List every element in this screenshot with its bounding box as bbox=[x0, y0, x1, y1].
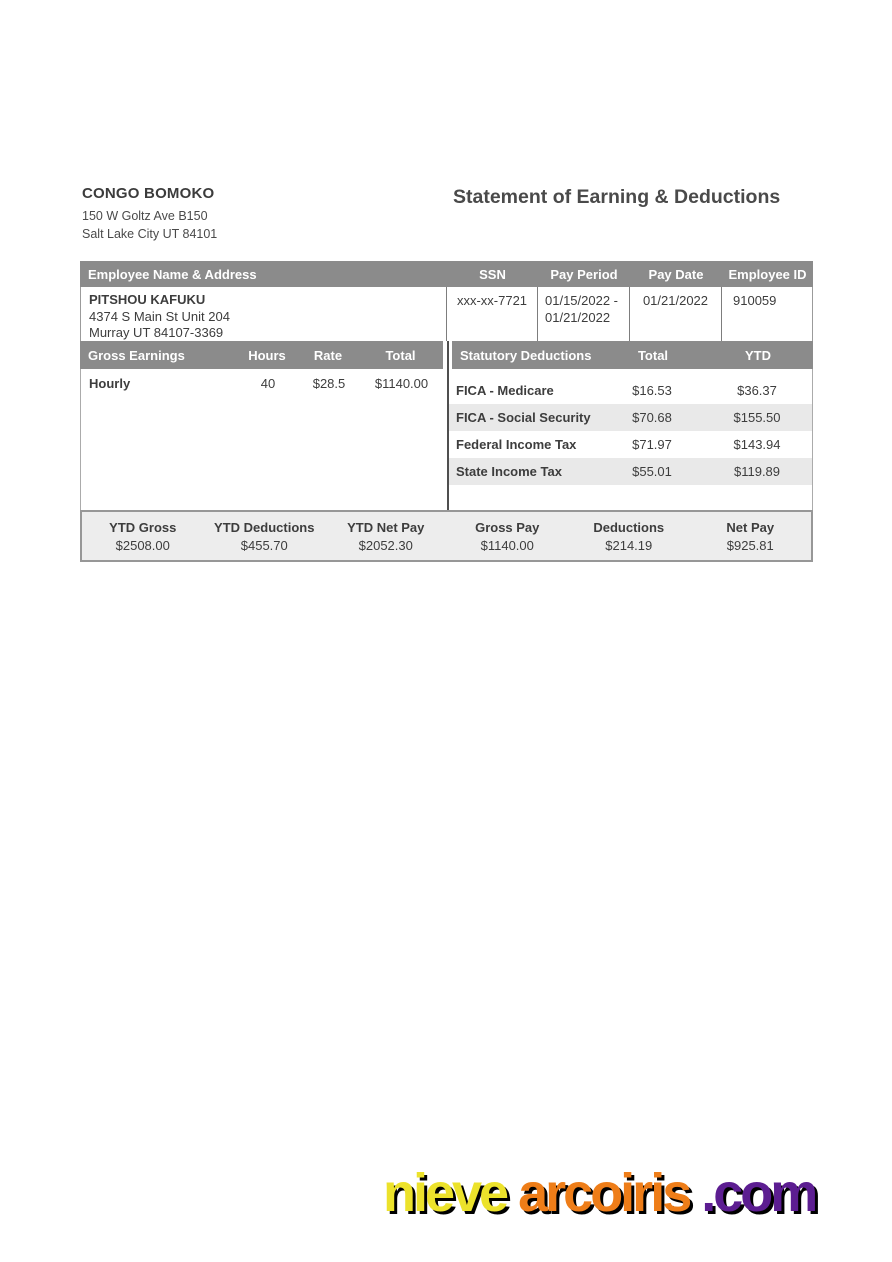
header-gross-earnings: Gross Earnings bbox=[88, 347, 185, 363]
employee-id-value: 910059 bbox=[721, 287, 812, 341]
pay-period-line1: 01/15/2022 - bbox=[545, 293, 619, 308]
employee-name-address-cell bbox=[81, 287, 446, 341]
summary-label: YTD Deductions bbox=[214, 520, 315, 535]
earnings-panel bbox=[81, 369, 448, 510]
earning-row bbox=[81, 376, 444, 391]
summary-item bbox=[204, 520, 326, 560]
summary-item bbox=[690, 520, 812, 560]
paystub-table bbox=[80, 261, 813, 562]
summary-item bbox=[568, 520, 690, 560]
company-name: CONGO BOMOKO bbox=[82, 185, 215, 202]
pay-summary-row bbox=[80, 510, 813, 562]
company-address-line2: Salt Lake City UT 84101 bbox=[82, 226, 218, 241]
watermark-segment: .com bbox=[701, 1163, 816, 1223]
header-employee-name-address: Employee Name & Address bbox=[88, 266, 257, 282]
summary-value: $214.19 bbox=[605, 538, 653, 553]
deduction-label: State Income Tax bbox=[456, 464, 562, 479]
summary-label: YTD Net Pay bbox=[347, 520, 425, 535]
employee-info-row bbox=[80, 287, 813, 341]
earning-total: $1140.00 bbox=[374, 376, 429, 391]
deduction-row bbox=[448, 404, 812, 431]
pay-date-value: 01/21/2022 bbox=[629, 287, 721, 341]
employee-address-line2: Murray UT 84107-3369 bbox=[89, 325, 224, 340]
header-rate: Rate bbox=[313, 347, 343, 363]
deduction-label: FICA - Social Security bbox=[456, 410, 591, 425]
company-block bbox=[82, 185, 217, 243]
deduction-ytd: $119.89 bbox=[733, 464, 781, 479]
deduction-label: FICA - Medicare bbox=[456, 383, 554, 398]
deductions-panel bbox=[448, 369, 812, 510]
pay-period-value bbox=[537, 287, 629, 341]
pay-period-line2: 01/21/2022 bbox=[545, 309, 611, 325]
deduction-row bbox=[448, 377, 812, 404]
summary-value: $2052.30 bbox=[358, 538, 413, 553]
page-title: Statement of Earning & Deductions bbox=[453, 186, 781, 208]
deduction-row bbox=[448, 431, 812, 458]
deduction-total: $70.68 bbox=[632, 410, 672, 425]
company-address-line1: 150 W Goltz Ave B150 bbox=[82, 209, 208, 223]
deduction-ytd: $155.50 bbox=[733, 410, 781, 425]
summary-label: Gross Pay bbox=[475, 520, 540, 535]
summary-value: $925.81 bbox=[726, 538, 774, 553]
earning-hours: 40 bbox=[260, 376, 276, 391]
statutory-deductions-header bbox=[452, 341, 813, 369]
summary-value: $1140.00 bbox=[480, 538, 534, 553]
employee-name: PITSHOU KAFUKU bbox=[89, 292, 206, 307]
summary-value: $455.70 bbox=[240, 538, 288, 553]
gross-earnings-header bbox=[80, 341, 443, 369]
deduction-ytd: $36.37 bbox=[737, 383, 777, 398]
summary-item bbox=[325, 520, 447, 560]
deduction-total: $71.97 bbox=[632, 437, 672, 452]
summary-label: Net Pay bbox=[726, 520, 775, 535]
summary-value: $2508.00 bbox=[115, 538, 170, 553]
deduction-total: $16.53 bbox=[632, 383, 672, 398]
summary-item bbox=[82, 520, 204, 560]
header-employee-id: Employee ID bbox=[728, 266, 807, 282]
header-earnings-total: Total bbox=[385, 347, 416, 363]
header-deductions-ytd: YTD bbox=[745, 347, 771, 363]
header-pay-date: Pay Date bbox=[648, 266, 704, 282]
deduction-ytd: $143.94 bbox=[733, 437, 781, 452]
watermark-segment: nieve bbox=[383, 1163, 507, 1223]
summary-label: YTD Gross bbox=[109, 520, 177, 535]
header-pay-period: Pay Period bbox=[550, 266, 618, 282]
employee-address-line1: 4374 S Main St Unit 204 bbox=[89, 308, 230, 324]
earnings-deductions-body bbox=[80, 369, 813, 510]
header-hours: Hours bbox=[248, 347, 286, 363]
employee-header-row bbox=[80, 261, 813, 287]
earning-description: Hourly bbox=[89, 376, 131, 391]
watermark-logo bbox=[383, 1162, 815, 1224]
deduction-label: Federal Income Tax bbox=[456, 437, 577, 452]
header-deductions-total: Total bbox=[637, 347, 669, 363]
panel-divider bbox=[447, 341, 449, 510]
header-statutory-deductions: Statutory Deductions bbox=[460, 347, 592, 363]
earning-rate: $28.5 bbox=[312, 376, 346, 391]
employee-ssn-value: xxx-xx-7721 bbox=[446, 287, 537, 341]
deduction-total: $55.01 bbox=[632, 464, 672, 479]
deduction-row bbox=[448, 458, 812, 485]
watermark-segment: arcoiris bbox=[518, 1163, 690, 1223]
summary-label: Deductions bbox=[593, 520, 665, 535]
header-ssn: SSN bbox=[479, 266, 506, 282]
summary-item bbox=[447, 520, 569, 560]
